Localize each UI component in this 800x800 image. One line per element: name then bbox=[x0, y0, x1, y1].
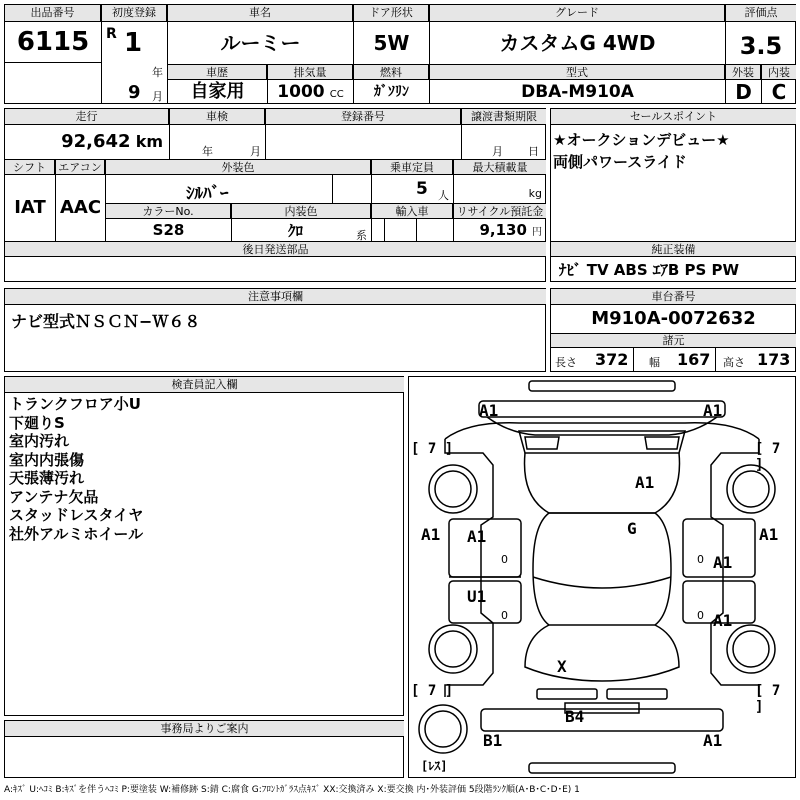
damage-rear-left: B1 bbox=[483, 731, 503, 750]
equipment-value: ﾅﾋﾞ TV ABS ｴｱB PS PW bbox=[559, 261, 740, 279]
history: 自家用 bbox=[167, 80, 267, 104]
car-name: ルーミー bbox=[167, 22, 353, 64]
spare-tire-mark: [ﾚｽ] bbox=[421, 759, 448, 773]
car-name-label: 車名 bbox=[167, 5, 353, 22]
width-label: 幅 bbox=[649, 356, 660, 369]
inspector-line: スタッドレスタイヤ bbox=[9, 506, 144, 524]
header-block bbox=[4, 4, 796, 104]
seat-mark-fl: 0 bbox=[501, 553, 508, 566]
sales-point-line-2: 両側パワースライド bbox=[553, 153, 687, 171]
inspector-line: 天張薄汚れ bbox=[9, 469, 85, 487]
lot-no-label: 出品番号 bbox=[5, 5, 101, 22]
grade: カスタムG 4WD bbox=[429, 22, 725, 64]
recycle-cell bbox=[453, 219, 546, 241]
lot-no-blank bbox=[5, 62, 101, 104]
car-diagram-drawing bbox=[409, 377, 795, 777]
color-cell bbox=[105, 175, 371, 203]
inspector-line: アンテナ欠品 bbox=[9, 487, 99, 506]
damage-right-front-door: A1 bbox=[713, 553, 733, 572]
notes-label: 注意事項欄 bbox=[5, 289, 546, 305]
inspector-line: 社外アルミホイール bbox=[9, 524, 144, 543]
import-divider bbox=[384, 219, 385, 241]
insp-month-unit: 月 bbox=[250, 145, 261, 158]
sales-point-label: セールスポイント bbox=[551, 109, 796, 125]
transfer-label: 譲渡書類期限 bbox=[461, 109, 546, 125]
chassis-label: 車台番号 bbox=[551, 289, 796, 305]
mileage-cell bbox=[5, 125, 169, 159]
office-block bbox=[4, 720, 404, 778]
height-label: 高さ bbox=[723, 356, 745, 369]
exterior-label: 外装 bbox=[725, 64, 761, 80]
sales-point-block bbox=[550, 108, 796, 282]
tire-front-left: [ 7 ] bbox=[411, 441, 454, 457]
spec-divider-1 bbox=[633, 348, 634, 372]
import-cell bbox=[371, 219, 453, 241]
reg-no-cell bbox=[265, 125, 461, 159]
inspector-line: 下廻りS bbox=[9, 413, 65, 432]
import-label: 輸入車 bbox=[371, 203, 453, 219]
spec-cell bbox=[551, 348, 796, 372]
tire-front-right: [ 7 ] bbox=[755, 441, 781, 473]
notes-value: ナビ型式ＮＳＣＮ−Ｗ６８ bbox=[11, 312, 201, 331]
insp-year-unit: 年 bbox=[202, 145, 213, 158]
spec-divider-2 bbox=[715, 348, 716, 372]
mileage-label: 走行 bbox=[5, 109, 169, 125]
fuel: ｶﾞｿﾘﾝ bbox=[353, 80, 429, 104]
lot-no: 6115 bbox=[16, 27, 90, 57]
transfer-day-unit: 日 bbox=[528, 145, 539, 158]
reg-month-unit: 月 bbox=[152, 90, 163, 103]
damage-roof: G bbox=[627, 519, 637, 538]
max-load-label: 最大積載量 bbox=[453, 159, 546, 175]
interior-score: C bbox=[761, 80, 796, 104]
transfer-cell bbox=[461, 125, 546, 159]
damage-rear-glass: X bbox=[557, 657, 567, 676]
damage-front-right: A1 bbox=[703, 401, 723, 420]
notes-block bbox=[4, 288, 546, 372]
recycle: 9,130 bbox=[479, 221, 527, 239]
inspection-label: 車検 bbox=[169, 109, 265, 125]
interior-label: 内装 bbox=[761, 64, 796, 80]
damage-rear-right: A1 bbox=[703, 731, 723, 750]
height: 173 bbox=[757, 350, 791, 369]
details-block bbox=[4, 108, 546, 282]
width: 167 bbox=[677, 350, 711, 369]
seat-mark-fr: 0 bbox=[697, 553, 704, 566]
inspection-cell bbox=[169, 125, 265, 159]
recycle-label: リサイクル預託金 bbox=[453, 203, 546, 219]
ac: AAC bbox=[55, 175, 105, 241]
color-divider bbox=[332, 175, 333, 203]
door-label: ドア形状 bbox=[353, 5, 429, 22]
displacement-cell bbox=[267, 80, 353, 104]
inspector-line: トランクフロア小U bbox=[9, 395, 141, 413]
chassis-block bbox=[550, 288, 796, 372]
damage-rear-bumper: B4 bbox=[565, 707, 585, 726]
damage-hood: A1 bbox=[635, 473, 655, 492]
capacity-unit: 人 bbox=[438, 189, 449, 202]
office-label: 事務局よりご案内 bbox=[5, 721, 404, 737]
capacity: 5 bbox=[416, 179, 428, 199]
fuel-label: 燃料 bbox=[353, 64, 429, 80]
model: DBA-M910A bbox=[429, 80, 725, 104]
reg-month: 9 bbox=[128, 82, 141, 103]
damage-front-left: A1 bbox=[479, 401, 499, 420]
inspector-line: 室内汚れ bbox=[9, 432, 70, 450]
damage-right-fender: A1 bbox=[759, 525, 779, 544]
inspector-line: 室内内張傷 bbox=[9, 450, 85, 469]
length: 372 bbox=[595, 350, 629, 369]
later-parts-cell bbox=[5, 257, 546, 281]
color: ｼﾙﾊﾞｰ bbox=[186, 184, 229, 203]
seat-mark-rr: 0 bbox=[697, 609, 704, 622]
door-type: 5W bbox=[353, 22, 429, 64]
mileage-unit: km bbox=[135, 132, 163, 151]
equipment-label: 純正装備 bbox=[551, 241, 796, 257]
displacement-label: 排気量 bbox=[267, 64, 353, 80]
inspector-lines bbox=[9, 395, 143, 543]
tire-rear-right: [ 7 ] bbox=[755, 683, 781, 715]
first-reg-cell bbox=[101, 22, 167, 104]
int-color-unit: 系 bbox=[356, 229, 367, 241]
capacity-cell bbox=[371, 175, 453, 203]
int-color-cell bbox=[231, 219, 371, 241]
first-reg-label: 初度登録 bbox=[101, 5, 167, 22]
max-load-cell bbox=[453, 175, 546, 203]
int-color: ｸﾛ bbox=[288, 222, 304, 240]
damage-right-rear-door: A1 bbox=[713, 611, 733, 630]
mileage: 92,642 bbox=[61, 131, 131, 152]
grade-label: グレード bbox=[429, 5, 725, 22]
sales-point-line-1: ★オークションデビュー★ bbox=[553, 131, 730, 149]
tire-rear-left: [ 7 ] bbox=[411, 683, 454, 699]
max-load-unit: kg bbox=[528, 187, 542, 200]
spec-label: 諸元 bbox=[551, 333, 796, 348]
color-label: 外装色 bbox=[105, 159, 371, 175]
shift-label: シフト bbox=[5, 159, 55, 175]
transfer-month-unit: 月 bbox=[492, 145, 503, 158]
color-no-label: カラーNo. bbox=[105, 203, 231, 219]
length-label: 長さ bbox=[555, 356, 577, 369]
damage-left-front-door: A1 bbox=[467, 527, 487, 546]
color-no: S28 bbox=[105, 219, 231, 241]
displacement: 1000 bbox=[277, 82, 325, 102]
reg-year: 1 bbox=[124, 28, 143, 58]
int-color-label: 内装色 bbox=[231, 203, 371, 219]
later-parts-label: 後日発送部品 bbox=[5, 241, 546, 257]
ac-label: エアコン bbox=[55, 159, 105, 175]
history-label: 車歴 bbox=[167, 64, 267, 80]
recycle-unit: 円 bbox=[532, 227, 542, 238]
shift: IAT bbox=[14, 197, 46, 218]
reg-no-label: 登録番号 bbox=[265, 109, 461, 125]
model-label: 型式 bbox=[429, 64, 725, 80]
import-divider-2 bbox=[416, 219, 417, 241]
inspector-label: 検査員記入欄 bbox=[5, 377, 404, 393]
damage-left-rear-door: U1 bbox=[467, 587, 487, 606]
chassis-number: M910A-0072632 bbox=[591, 308, 756, 329]
exterior-score: D bbox=[725, 80, 761, 104]
damage-left-fender: A1 bbox=[421, 525, 441, 544]
capacity-label: 乗車定員 bbox=[371, 159, 453, 175]
reg-year-unit: 年 bbox=[152, 66, 163, 79]
score-label: 評価点 bbox=[725, 5, 796, 22]
seat-mark-rl: 0 bbox=[501, 609, 508, 622]
car-diagram bbox=[408, 376, 796, 778]
inspector-block bbox=[4, 376, 404, 716]
era: R bbox=[106, 26, 117, 42]
legend: A:ｷｽﾞ U:ﾍｺﾐ B:ｷｽﾞを伴うﾍｺﾐ P:要塗装 W:補修跡 S:錆 C:腐食 G:ﾌﾛﾝﾄｶﾞﾗｽ点ｷｽﾞ XX:交換済み X:要交換 内･外装評価 5段階ﾗﾝｸ順(A･B･C･D･E) 1 bbox=[4, 785, 580, 795]
score: 3.5 bbox=[725, 22, 796, 64]
displacement-unit: CC bbox=[329, 89, 344, 100]
